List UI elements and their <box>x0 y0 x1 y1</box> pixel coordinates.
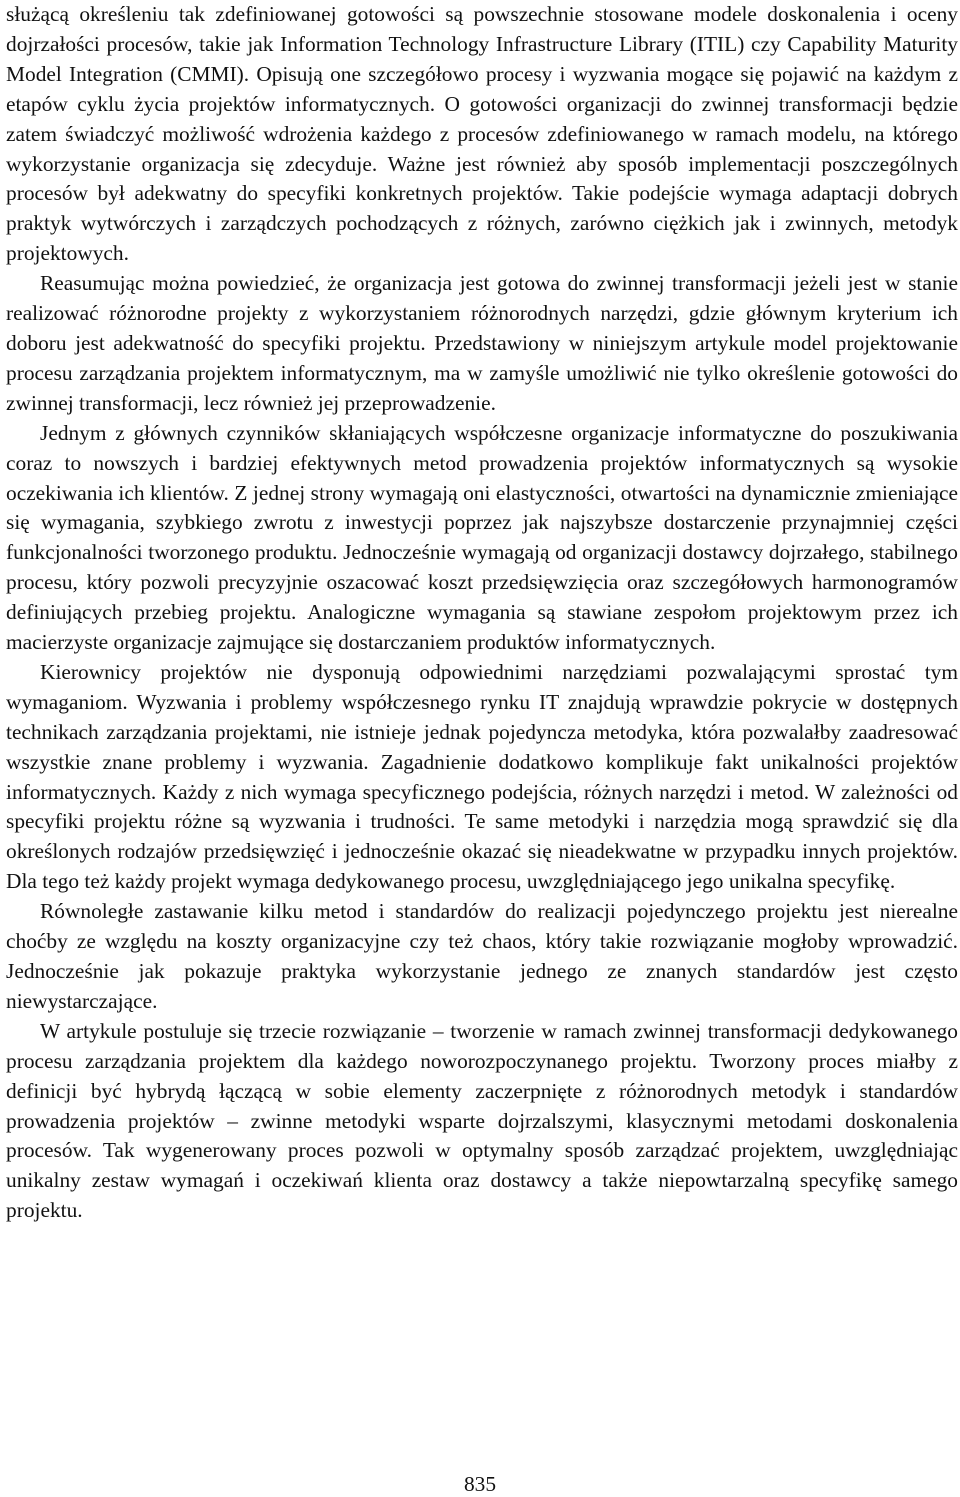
document-body <box>6 0 958 1226</box>
paragraph-6: W artykule postuluje się trzecie rozwiązanie – tworzenie w ramach zwinnej transformacji dedykowanego procesu zarządzania projektem dla każdego noworozpoczynanego projektu. Tworzony proces miałby z definicji być hybrydą łączącą w sobie elementy zaczerpnięte z różnorodnych metodyk i standardów prowadzenia projektów – zwinne metodyki wsparte dojrzalszymi, klasycznymi metodami doskonalenia procesów. Tak wygenerowany proces pozwoli w optymalny sposób zarządzać projektem, uwzględniając unikalny zestaw wymagań i oczekiwań klienta oraz dostawcy a także niepowtarzalną specyfikę samego projektu. <box>6 1018 958 1223</box>
paragraph-1: służącą określeniu tak zdefiniowanej gotowości są powszechnie stosowane modele doskonalenia i oceny dojrzałości procesów, takie jak Information Technology Infrastructure Library (ITIL) czy Capability Maturity Model Integration (CMMI). Opisują one szczegółowo procesy i wyzwania mogące się pojawić na każdym z etapów cyklu życia projektów informatycznych. O gotowości organizacji do zwinnej transformacji będzie zatem świadczyć możliwość wdrożenia każdego z procesów zdefiniowanego w ramach modelu, na którego wykorzystanie organizacja się zdecyduje. Ważne jest również aby sposób implementacji poszczególnych procesów był adekwatny do specyfiki konkretnych projektów. Takie podejście wymaga adaptacji dobrych praktyk wytwórczych i zarządczych pochodzących z różnych, zarówno ciężkich jak i zwinnych, metodyk projektowych. <box>6 2 958 266</box>
paragraph-2: Reasumując można powiedzieć, że organizacja jest gotowa do zwinnej transformacji jeżeli jest w stanie realizować różnorodne projekty z wykorzystaniem różnorodnych narzędzi, gdzie głównym kryterium ich doboru jest adekwatność do specyfiki projektu. Przedstawiony w niniejszym artykule model projektowanie procesu zarządzania projektem informatycznym, ma w zamyśle umożliwić nie tylko określenie gotowości do zwinnej transformacji, lecz również jej przeprowadzenie. <box>6 271 958 415</box>
paragraph-4: Kierownicy projektów nie dysponują odpowiednimi narzędziami pozwalającymi sprostać tym wymaganiom. Wyzwania i problemy współczesnego rynku IT znajdują wprawdzie pokrycie w dostępnych technikach zarządzania projektami, nie istnieje jednak pojedyncza metodyka, która pozwalałby zaadresować wszystkie znane problemy i wyzwania. Zagadnienie dodatkowo komplikuje fakt unikalności projektów informatycznych. Każdy z nich wymaga specyficznego podejścia, różnych narzędzi i metod. W zależności od specyfiki projektu różne są wyzwania i trudności. Te same metodyki i narzędzia mogą sprawdzić się dla określonych rodzajów przedsięwzięć i jednocześnie okazać się nieadekwatne w przypadku innych projektów. Dla tego też każdy projekt wymaga dedykowanego procesu, uwzględniającego jego unikalna specyfikę. <box>6 659 958 894</box>
paragraph-5: Równoległe zastawanie kilku metod i standardów do realizacji pojedynczego projektu jest nierealne choćby ze względu na koszty organizacyjne czy też chaos, który takie rozwiązanie mogłoby wprowadzić. Jednocześnie jak pokazuje praktyka wykorzystanie jednego ze znanych standardów jest często niewystarczające. <box>6 899 958 1013</box>
page-number: 835 <box>463 1472 497 1496</box>
paragraph-3: Jednym z głównych czynników skłaniających współczesne organizacje informatyczne do poszukiwania coraz to nowszych i bardziej efektywnych metod prowadzenia projektów informatycznych są wysokie oczekiwania ich klientów. Z jednej strony wymagają oni elastyczności, otwartości na dynamicznie zmieniające się wymagania, szybkiego zwrotu z inwestycji poprzez jak najszybsze dostarczenie przynajmniej części funkcjonalności tworzonego produktu. Jednocześnie wymagają od organizacji dostawcy dojrzałego, stabilnego procesu, który pozwoli precyzyjnie oszacować koszt przedsięwzięcia oraz szczegółowych harmonogramów definiujących przebieg projektu. Analogiczne wymagania są stawiane zespołom projektowym przez ich macierzyste organizacje zajmujące się dostarczaniem produktów informatycznych. <box>6 420 958 655</box>
